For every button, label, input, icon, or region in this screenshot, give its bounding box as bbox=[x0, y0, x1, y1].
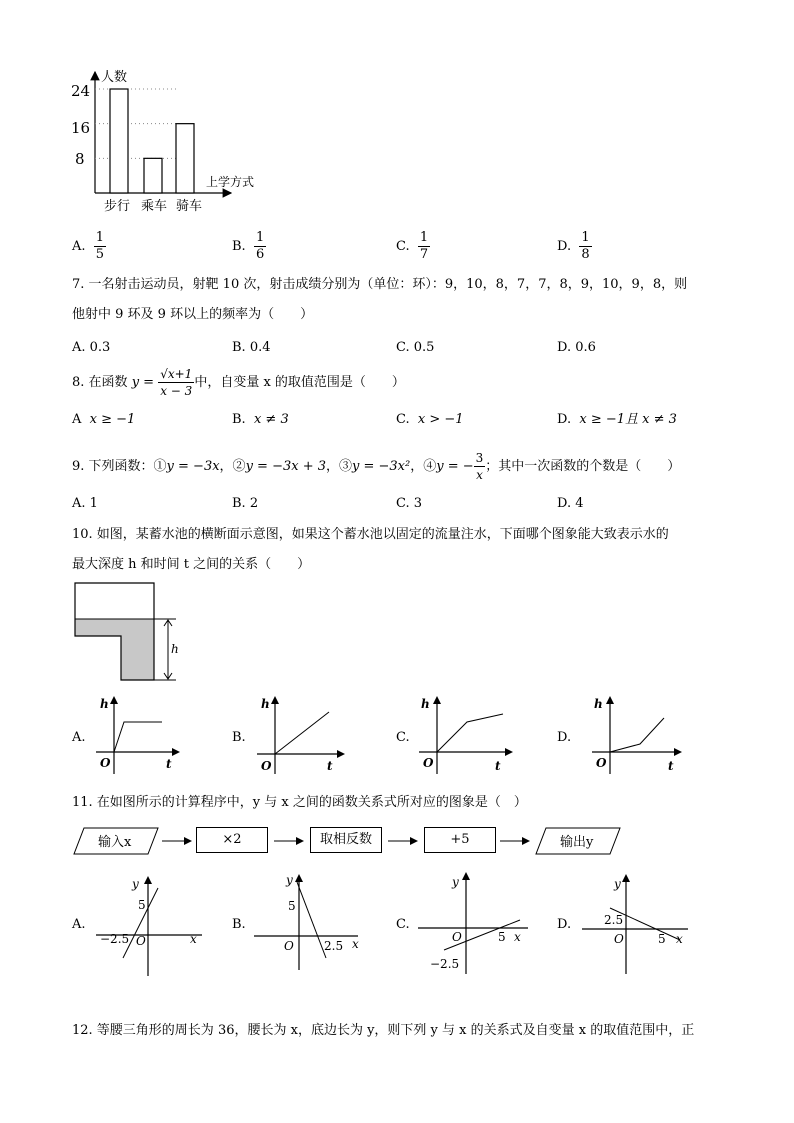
flow-arrow bbox=[386, 834, 420, 848]
svg-text:O: O bbox=[596, 756, 607, 770]
q10-graph-b[interactable] bbox=[253, 692, 353, 778]
curve bbox=[437, 714, 503, 752]
svg-text:5: 5 bbox=[288, 899, 296, 913]
q11-graph-c-letter[interactable]: C. bbox=[396, 917, 410, 932]
bar-乘车 bbox=[144, 158, 162, 193]
svg-text:h: h bbox=[421, 697, 430, 711]
svg-text:y: y bbox=[614, 877, 621, 891]
svg-text:t: t bbox=[668, 759, 674, 773]
svg-text:输出y: 输出y bbox=[560, 835, 594, 850]
svg-text:5: 5 bbox=[138, 898, 146, 912]
bar-步行 bbox=[110, 89, 128, 193]
q9-option-d[interactable]: D. 4 bbox=[557, 496, 584, 511]
flow-plus-five: +5 bbox=[424, 827, 496, 853]
q8-option-d[interactable]: D. x ≥ −1且 x ≠ 3 bbox=[557, 412, 677, 427]
q9-option-a[interactable]: A. 1 bbox=[72, 496, 98, 511]
q10-graph-c-letter[interactable]: C. bbox=[396, 730, 410, 745]
flow-input-box bbox=[72, 826, 160, 856]
q11-graph-d-letter[interactable]: D. bbox=[557, 917, 572, 932]
svg-text:−2.5: −2.5 bbox=[430, 957, 460, 971]
q10-graph-d-letter[interactable]: D. bbox=[557, 730, 572, 745]
svg-text:h: h bbox=[594, 697, 603, 711]
q7-line2: 他射中 9 环及 9 环以上的频率为（ ） bbox=[72, 307, 314, 322]
svg-text:O: O bbox=[136, 934, 146, 948]
svg-text:2.5: 2.5 bbox=[604, 913, 624, 927]
x-axis-label: 上学方式 bbox=[206, 175, 255, 189]
category-label: 步行 bbox=[104, 199, 131, 214]
q9-option-c[interactable]: C. 3 bbox=[396, 496, 423, 511]
q11-graph-d[interactable] bbox=[580, 870, 692, 978]
flow-times-two: ×2 bbox=[196, 827, 268, 853]
svg-text:t: t bbox=[166, 757, 172, 771]
svg-text:h: h bbox=[261, 697, 270, 711]
svg-text:x: x bbox=[514, 930, 521, 944]
q10-line1: 10. 如图，某蓄水池的横断面示意图，如果这个蓄水池以固定的流量注水，下面哪个图象能大致表示水的 bbox=[72, 527, 669, 542]
svg-text:O: O bbox=[614, 932, 624, 946]
svg-text:O: O bbox=[452, 930, 462, 944]
q6-option-c[interactable]: C. $\frac{1}{7}$ bbox=[396, 230, 429, 262]
q6-option-b[interactable]: B. $\frac{1}{6}$ bbox=[232, 230, 265, 262]
category-label: 骑车 bbox=[176, 199, 203, 214]
q7-line1: 7. 一名射击运动员，射靶 10 次，射击成绩分别为（单位：环）：9，10，8，7，7，8，9，10，9，8，则 bbox=[72, 277, 688, 292]
svg-text:x: x bbox=[190, 932, 197, 946]
q11-graph-a[interactable] bbox=[94, 872, 206, 980]
q11-graph-b[interactable] bbox=[252, 870, 364, 972]
q7-option-c[interactable]: C. 0.5 bbox=[396, 340, 435, 355]
svg-text:O: O bbox=[100, 756, 111, 770]
q11-graph-c[interactable] bbox=[416, 868, 532, 978]
q6-option-a[interactable]: A. $\frac{1}{5}$ bbox=[72, 230, 105, 262]
q10-graph-b-letter[interactable]: B. bbox=[232, 730, 246, 745]
flow-output-box bbox=[534, 826, 622, 856]
svg-text:2.5: 2.5 bbox=[324, 939, 344, 953]
svg-text:输入x: 输入x bbox=[98, 835, 132, 850]
flow-negate: 取相反数 bbox=[310, 827, 382, 853]
q11-graph-b-letter[interactable]: B. bbox=[232, 917, 246, 932]
svg-text:y: y bbox=[452, 875, 459, 889]
tick-label-8: 8 bbox=[75, 150, 85, 168]
graph-line bbox=[297, 882, 326, 958]
reservoir-diagram bbox=[70, 580, 190, 684]
q9-option-b[interactable]: B. 2 bbox=[232, 496, 259, 511]
q11-graph-a-letter[interactable]: A. bbox=[72, 917, 86, 932]
q12-line1: 12. 等腰三角形的周长为 36，腰长为 x，底边长为 y，则下列 y 与 x 的关系式及自变量 x 的取值范围中，正 bbox=[72, 1023, 695, 1038]
flow-arrow bbox=[272, 834, 306, 848]
svg-text:5: 5 bbox=[658, 932, 666, 946]
depth-label: h bbox=[171, 642, 179, 656]
bar-骑车 bbox=[176, 124, 194, 193]
curve bbox=[114, 722, 162, 752]
q8-option-a[interactable]: A x ≥ −1 bbox=[72, 412, 136, 427]
q10-graph-c[interactable] bbox=[415, 692, 519, 778]
category-label: 乘车 bbox=[141, 199, 168, 214]
q11-question: 11. 在如图所示的计算程序中，y 与 x 之间的函数关系式所对应的图象是（ ） bbox=[72, 795, 527, 810]
y-axis-label: 人数 bbox=[101, 70, 128, 85]
q7-option-a[interactable]: A. 0.3 bbox=[72, 340, 111, 355]
q8-stem: 8. 在函数 y = $\frac{√x+1}{x - 3}$ 中，自变量 x 的取值范围是（ ） bbox=[72, 367, 405, 398]
bar-chart bbox=[66, 66, 276, 216]
q6-option-d[interactable]: D. $\frac{1}{8}$ bbox=[557, 230, 590, 262]
svg-text:x: x bbox=[676, 932, 683, 946]
curve bbox=[275, 712, 329, 754]
flow-arrow bbox=[498, 834, 532, 848]
curve bbox=[610, 718, 664, 752]
q10-graph-d[interactable] bbox=[588, 692, 688, 778]
q10-line2: 最大深度 h 和时间 t 之间的关系（ ） bbox=[72, 557, 311, 572]
q9-stem: 9. 下列函数：①y = −3x，②y = −3x + 3，③y = −3x²，④y = − $\frac{3}{x}$ ；其中一次函数的个数是（ ） bbox=[72, 451, 681, 482]
svg-text:t: t bbox=[495, 759, 501, 773]
flow-arrow bbox=[160, 834, 194, 848]
svg-text:O: O bbox=[261, 759, 272, 773]
q7-option-b[interactable]: B. 0.4 bbox=[232, 340, 271, 355]
svg-text:t: t bbox=[327, 759, 333, 773]
water-fill bbox=[75, 619, 154, 680]
q10-graph-a-letter[interactable]: A. bbox=[72, 730, 86, 745]
svg-text:5: 5 bbox=[498, 930, 506, 944]
svg-text:y: y bbox=[286, 873, 293, 887]
tick-label-16: 16 bbox=[71, 119, 91, 137]
q7-option-d[interactable]: D. 0.6 bbox=[557, 340, 596, 355]
svg-text:x: x bbox=[352, 937, 359, 951]
q8-option-b[interactable]: B. x ≠ 3 bbox=[232, 412, 289, 427]
q10-graph-a[interactable] bbox=[92, 692, 192, 778]
svg-text:y: y bbox=[132, 877, 139, 891]
svg-text:O: O bbox=[423, 756, 434, 770]
svg-text:O: O bbox=[284, 939, 294, 953]
tick-label-24: 24 bbox=[71, 82, 91, 100]
svg-text:−2.5: −2.5 bbox=[100, 932, 130, 946]
q8-option-c[interactable]: C. x > −1 bbox=[396, 412, 464, 427]
svg-text:h: h bbox=[100, 697, 109, 711]
